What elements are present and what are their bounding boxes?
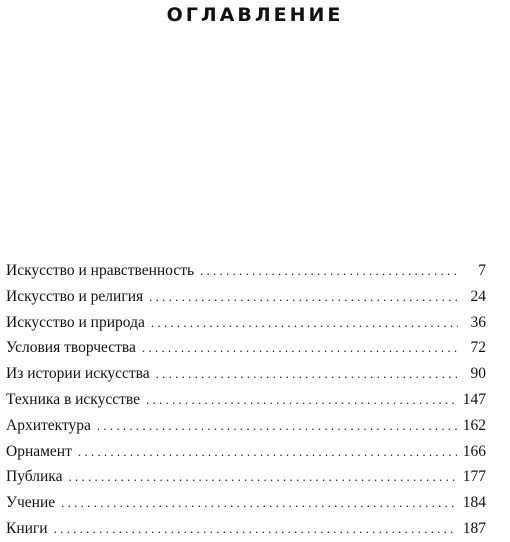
- toc-list: [6, 258, 486, 542]
- toc-entry-page: 162: [462, 416, 486, 434]
- toc-entry-page: 36: [470, 313, 486, 331]
- toc-entry-title: Искусство и природа: [6, 313, 145, 331]
- toc-leader-dots: [97, 413, 457, 439]
- toc-leader-dots: [54, 516, 457, 542]
- toc-leader-dots: [156, 361, 458, 387]
- toc-entry-title: Орнамент: [6, 442, 72, 460]
- toc-leader-dots: [149, 284, 458, 310]
- toc-entry: [6, 335, 486, 361]
- toc-entry-page: 7: [478, 262, 486, 279]
- toc-entry: [6, 516, 486, 542]
- toc-entry-title: Книги: [6, 519, 48, 537]
- toc-leader-dots: [146, 387, 457, 413]
- toc-entry-title: Условия творчества: [6, 339, 136, 357]
- toc-entry-title: Архитектура: [6, 416, 91, 434]
- toc-entry: [6, 490, 486, 516]
- toc-entry-title: Искусство и нравственность: [6, 262, 195, 279]
- toc-entry-title: Учение: [6, 494, 56, 512]
- toc-entry-title: Публика: [6, 468, 63, 486]
- toc-entry: [6, 387, 486, 413]
- toc-entry-page: 184: [462, 494, 486, 512]
- toc-leader-dots: [142, 335, 458, 361]
- toc-entry: [6, 284, 486, 310]
- toc-entry-page: 187: [462, 519, 486, 537]
- toc-entry: [6, 310, 486, 336]
- toc-leader-dots: [68, 464, 456, 490]
- toc-entry-page: 72: [470, 339, 486, 357]
- toc-entry: [6, 258, 486, 284]
- toc-entry-page: 24: [470, 287, 486, 305]
- toc-entry-page: 147: [462, 390, 486, 408]
- toc-entry-title: Искусство и религия: [6, 287, 144, 305]
- toc-entry: [6, 439, 486, 465]
- toc-entry-title: Из истории искусства: [6, 365, 150, 383]
- toc-entry-page: 166: [462, 442, 486, 460]
- toc-leader-dots: [151, 310, 458, 336]
- toc-entry-page: 90: [470, 365, 486, 383]
- toc-leader-dots: [78, 439, 457, 465]
- toc-entry: [6, 464, 486, 490]
- toc-heading: ОГЛАВЛЕНИЕ: [166, 4, 344, 26]
- toc-entry: [6, 413, 486, 439]
- toc-entry: [6, 361, 486, 387]
- toc-entry-page: 177: [462, 468, 486, 486]
- toc-leader-dots: [61, 490, 457, 516]
- toc-entry-title: Техника в искусстве: [6, 390, 141, 408]
- toc-leader-dots: [200, 258, 458, 284]
